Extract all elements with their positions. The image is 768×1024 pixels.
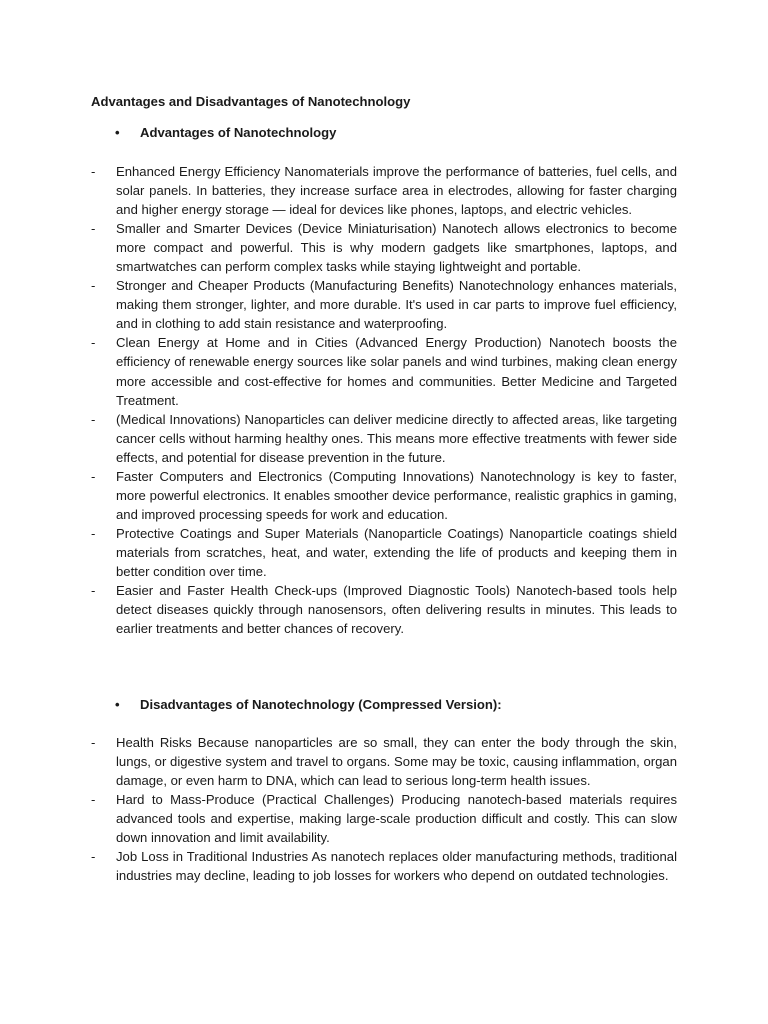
list-item <box>91 410 677 467</box>
disadvantages-list <box>91 733 677 885</box>
list-item <box>91 276 677 333</box>
dash-icon: - <box>91 411 96 427</box>
list-item <box>91 581 677 638</box>
list-item-text: Protective Coatings and Super Materials (Nanoparticle Coatings) Nanoparticle coatings shield materials from scratches, heat, and water, extending the life of products and keeping them in better condition over time. <box>116 525 677 579</box>
dash-icon: - <box>91 164 96 179</box>
dash-icon: - <box>91 525 96 541</box>
dash-icon: - <box>91 335 96 351</box>
bullet-icon: • <box>115 697 120 712</box>
list-item-text: Job Loss in Traditional Industries As nanotech replaces older manufacturing methods, traditional industries may decline, leading to job losses for workers who depend on outdated technologies. <box>116 849 677 884</box>
list-item <box>91 467 677 524</box>
list-item-text: Hard to Mass-Produce (Practical Challenges) Producing nanotech-based materials requires advanced tools and expertise, making large-scale production difficult and costly. This can slow down innovation and limit availability. <box>116 792 677 846</box>
document-title: Advantages and Disadvantages of Nanotechnology <box>91 94 411 109</box>
dash-icon: - <box>91 849 96 865</box>
list-item-text: Easier and Faster Health Check-ups (Improved Diagnostic Tools) Nanotech-based tools help detect diseases quickly through nanosensors, often delivering results in minutes. This leads to earlier treatments and better chances of recovery. <box>116 583 677 637</box>
list-item <box>91 219 677 276</box>
list-item-text: Enhanced Energy Efficiency Nanomaterials improve the performance of batteries, fuel cells, and solar panels. In batteries, they increase surface area in electrodes, allowing for faster charging and higher energy storage — ideal for devices like phones, laptops, and electric vehicles. <box>116 164 677 218</box>
dash-icon: - <box>91 278 96 294</box>
advantages-heading-text: Advantages of Nanotechnology <box>140 125 337 140</box>
dash-icon: - <box>91 468 96 484</box>
list-item-text: Smaller and Smarter Devices (Device Miniaturisation) Nanotech allows electronics to become more compact and powerful. This is why modern gadgets like smartphones, laptops, and smartwatches can perform complex tasks while staying lightweight and portable. <box>116 221 677 275</box>
dash-icon: - <box>91 735 96 750</box>
list-item <box>91 333 677 409</box>
list-item <box>91 162 677 219</box>
list-item <box>91 524 677 581</box>
dash-icon: - <box>91 583 96 599</box>
list-item-text: Clean Energy at Home and in Cities (Advanced Energy Production) Nanotech boosts the efficiency of renewable energy sources like solar panels and wind turbines, making clean energy more accessible and cost-effective for homes and communities. Better Medicine and Targeted Treatment. <box>116 335 677 408</box>
advantages-list <box>91 162 677 638</box>
dash-icon: - <box>91 792 96 808</box>
dash-icon: - <box>91 221 96 237</box>
list-item <box>91 790 677 847</box>
list-item-text: Health Risks Because nanoparticles are so small, they can enter the body through the skin, lungs, or digestive system and travel to organs. Some may be toxic, causing inflammation, organ damage, or even harm to DNA, which can lead to serious long-term health issues. <box>116 735 677 789</box>
advantages-heading <box>115 123 336 142</box>
disadvantages-heading-text: Disadvantages of Nanotechnology (Compressed Version): <box>140 697 502 712</box>
list-item-text: Faster Computers and Electronics (Computing Innovations) Nanotechnology is key to faster, more powerful electronics. It enables smoother device performance, realistic graphics in gaming, and improved processing speeds for work and education. <box>116 468 677 522</box>
disadvantages-heading <box>115 695 502 714</box>
list-item <box>91 733 677 790</box>
bullet-icon: • <box>115 125 120 140</box>
list-item-text: Stronger and Cheaper Products (Manufacturing Benefits) Nanotechnology enhances materials, making them stronger, lighter, and more durable. It's used in car parts to improve fuel efficiency, and in clothing to add stain resistance and waterproofing. <box>116 278 677 332</box>
list-item-text: (Medical Innovations) Nanoparticles can deliver medicine directly to affected areas, like targeting cancer cells without harming healthy ones. This means more effective treatments with fewer side effects, and potential for disease prevention in the future. <box>116 411 677 465</box>
list-item <box>91 847 677 885</box>
